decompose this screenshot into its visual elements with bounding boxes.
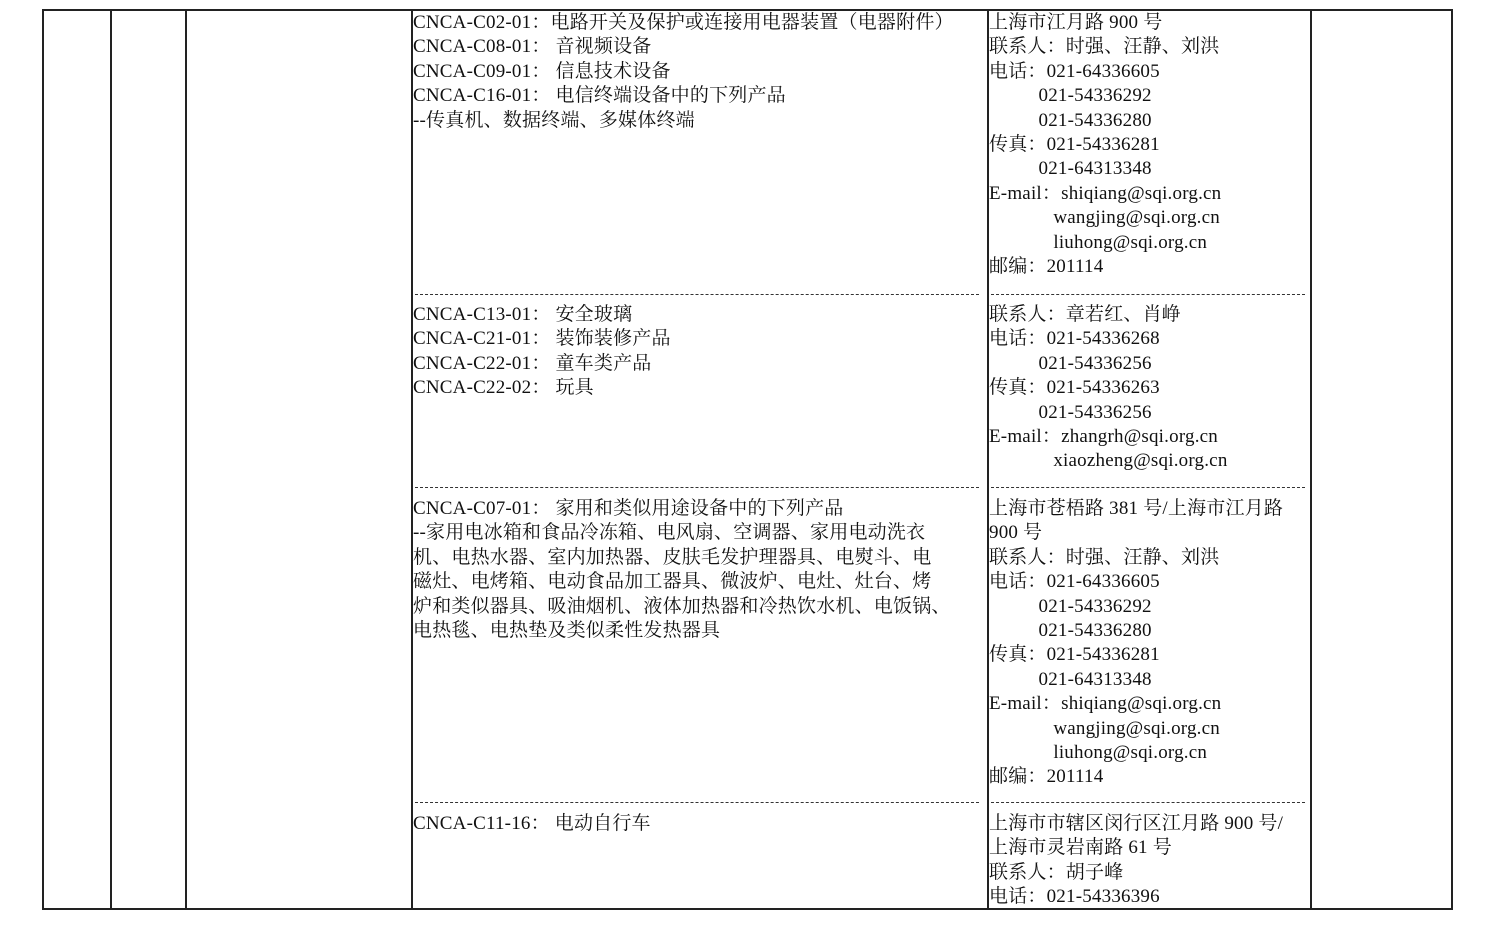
product-line: 电热毯、电热垫及类似柔性发热器具 bbox=[413, 619, 721, 641]
contact-line: 联系人：胡子峰 bbox=[989, 861, 1124, 883]
product-line: 机、电热水器、室内加热器、皮肤毛发护理器具、电熨斗、电 bbox=[413, 546, 932, 568]
contact-line: 021-64313348 bbox=[989, 668, 1152, 690]
product-line: --家用电冰箱和食品冷冻箱、电风扇、空调器、家用电动洗衣 bbox=[413, 522, 926, 544]
product-line: CNCA-C11-16： 电动自行车 bbox=[413, 813, 651, 834]
product-line: --传真机、数据终端、多媒体终端 bbox=[413, 109, 695, 131]
product-group-2 bbox=[413, 303, 987, 401]
contact-line: 021-64313348 bbox=[989, 158, 1152, 180]
contact-line: 传真：021-54336263 bbox=[989, 377, 1160, 399]
contact-line: 021-54336292 bbox=[989, 595, 1152, 617]
contact-line: 电话：021-54336268 bbox=[989, 328, 1160, 350]
contact-line: 传真：021-54336281 bbox=[989, 133, 1160, 155]
contact-line: E-mail：shiqiang@sqi.org.cn bbox=[989, 693, 1222, 715]
products-column bbox=[413, 11, 987, 908]
product-group-3 bbox=[413, 497, 987, 643]
contact-line: 上海市市辖区闵行区江月路 900 号/ bbox=[989, 813, 1284, 834]
contact-line: 021-54336280 bbox=[989, 619, 1152, 641]
row-separator bbox=[991, 487, 1305, 488]
contact-line: liuhong@sqi.org.cn bbox=[989, 741, 1208, 763]
contact-group-4 bbox=[989, 812, 1310, 910]
contact-group-2 bbox=[989, 303, 1310, 474]
contact-line: 邮编：201114 bbox=[989, 255, 1104, 277]
contact-column bbox=[989, 11, 1310, 908]
row-separator bbox=[415, 294, 979, 295]
contact-line: 邮编：201114 bbox=[989, 766, 1104, 788]
empty-cell-col1 bbox=[44, 11, 110, 908]
contact-line: liuhong@sqi.org.cn bbox=[989, 231, 1208, 253]
product-line: CNCA-C09-01： 信息技术设备 bbox=[413, 60, 671, 82]
contact-line: E-mail：shiqiang@sqi.org.cn bbox=[989, 182, 1222, 204]
contact-line: 传真：021-54336281 bbox=[989, 644, 1160, 666]
contact-group-3 bbox=[989, 497, 1310, 790]
contact-line: wangjing@sqi.org.cn bbox=[989, 717, 1220, 739]
contact-line: 021-54336292 bbox=[989, 85, 1152, 107]
empty-cell-col2 bbox=[112, 11, 185, 908]
contact-line: xiaozheng@sqi.org.cn bbox=[989, 450, 1228, 472]
contact-line: wangjing@sqi.org.cn bbox=[989, 207, 1220, 229]
contact-line: 联系人：时强、汪静、刘洪 bbox=[989, 36, 1220, 58]
product-line: CNCA-C02-01：电路开关及保护或连接用电器装置（电器附件） bbox=[413, 12, 954, 33]
contact-line: 021-54336256 bbox=[989, 352, 1152, 374]
product-line: CNCA-C16-01： 电信终端设备中的下列产品 bbox=[413, 85, 786, 107]
contact-line: 电话：021-54336396 bbox=[989, 886, 1160, 908]
contact-line: 上海市苍梧路 381 号/上海市江月路 bbox=[989, 498, 1284, 519]
product-line: CNCA-C08-01： 音视频设备 bbox=[413, 36, 652, 58]
row-separator bbox=[415, 487, 979, 488]
empty-cell-col3 bbox=[187, 11, 411, 908]
contact-line: 电话：021-64336605 bbox=[989, 571, 1160, 593]
product-line: 磁灶、电烤箱、电动食品加工器具、微波炉、电灶、灶台、烤 bbox=[413, 571, 932, 593]
contact-line: 900 号 bbox=[989, 522, 1043, 544]
product-group-4 bbox=[413, 812, 987, 836]
product-group-1 bbox=[413, 11, 987, 133]
contact-line: 电话：021-64336605 bbox=[989, 60, 1160, 82]
row-separator bbox=[415, 802, 979, 803]
contact-group-1 bbox=[989, 11, 1310, 279]
product-line: CNCA-C13-01： 安全玻璃 bbox=[413, 304, 633, 325]
contact-line: 021-54336280 bbox=[989, 109, 1152, 131]
empty-cell-last bbox=[1312, 11, 1451, 908]
contact-line: 联系人：时强、汪静、刘洪 bbox=[989, 546, 1220, 568]
product-line: CNCA-C07-01： 家用和类似用途设备中的下列产品 bbox=[413, 498, 844, 519]
product-line: CNCA-C21-01： 装饰装修产品 bbox=[413, 328, 671, 350]
product-line: CNCA-C22-02： 玩具 bbox=[413, 377, 594, 399]
contact-line: 021-54336256 bbox=[989, 401, 1152, 423]
contact-line: 联系人：章若红、肖峥 bbox=[989, 304, 1182, 325]
row-separator bbox=[991, 294, 1305, 295]
contact-line: 上海市灵岩南路 61 号 bbox=[989, 837, 1172, 859]
certification-table bbox=[42, 9, 1453, 910]
product-line: CNCA-C22-01： 童车类产品 bbox=[413, 352, 652, 374]
contact-line: E-mail：zhangrh@sqi.org.cn bbox=[989, 425, 1218, 447]
contact-line: 上海市江月路 900 号 bbox=[989, 12, 1163, 33]
product-line: 炉和类似器具、吸油烟机、液体加热器和冷热饮水机、电饭锅、 bbox=[413, 595, 951, 617]
row-separator bbox=[991, 802, 1305, 803]
